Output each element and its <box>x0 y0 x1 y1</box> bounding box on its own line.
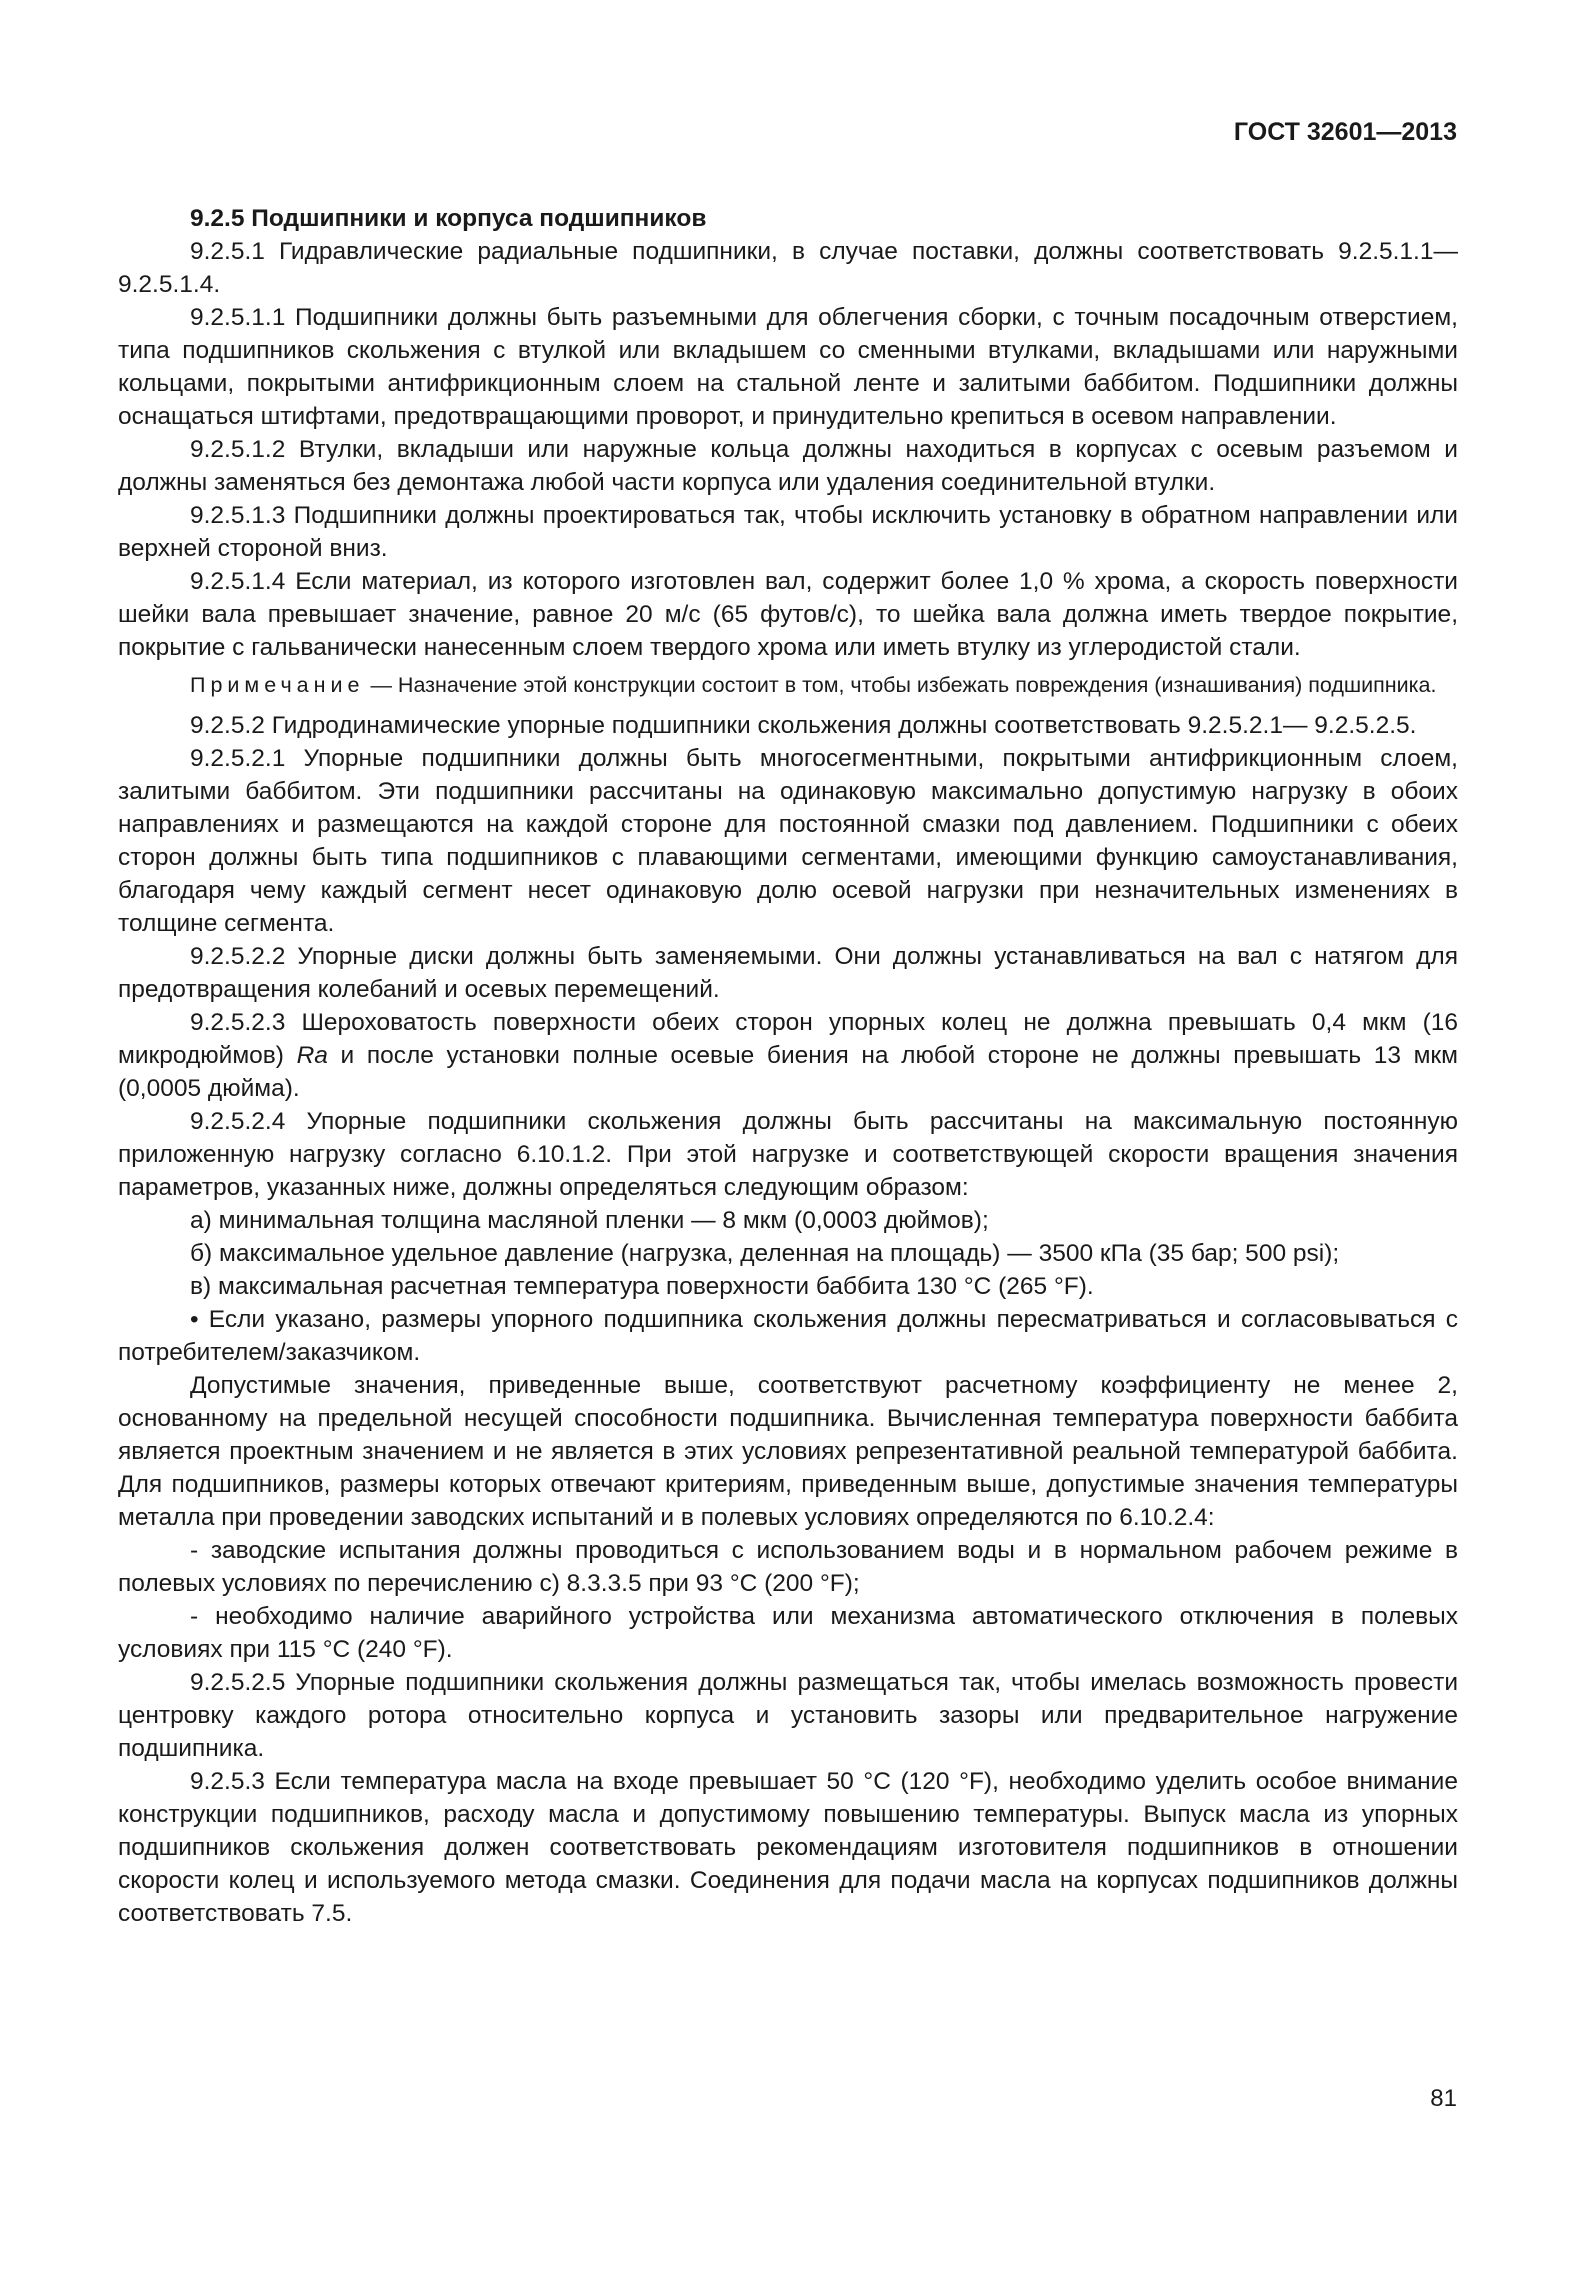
paragraph-9-2-5-1: 9.2.5.1 Гидравлические радиальные подшипники, в случае поставки, должны соответствовать 9.2.5.1.1—9.2.5.1.4. <box>118 238 1458 298</box>
dash-item-1: - заводские испытания должны проводиться с использованием воды и в нормальном рабочем режиме в полевых условиях по перечислению с) 8.3.3.5 при 93 °С (200 °F); <box>118 1537 1458 1597</box>
list-item-a: а) минимальная толщина масляной пленки — 8 мкм (0,0003 дюймов); <box>190 1207 989 1234</box>
paragraph-9-2-5-3: 9.2.5.3 Если температура масла на входе превышает 50 °С (120 °F), необходимо уделить особое внимание конструкции подшипников, расходу масла и допустимому повышению температуры. Выпуск масла из упорных подшипников скольжения должен соответствовать рекомендациям изготовителя подшипников в отношении скорости колец и используемого метода смазки. Соединения для подачи масла на корпусах подшипников должны соответствовать 7.5. <box>118 1768 1458 1927</box>
paragraph-9-2-5-1-2: 9.2.5.1.2 Втулки, вкладыши или наружные кольца должны находиться в корпусах с осевым разъемом и должны заменяться без демонтажа любой части корпуса или удаления соединительной втулки. <box>118 436 1458 496</box>
note-text: — Назначение этой конструкции состоит в том, чтобы избежать повреждения (изнашивания) подшипника. <box>370 673 1437 697</box>
paragraph-9-2-5-2-2: 9.2.5.2.2 Упорные диски должны быть заменяемыми. Они должны устанавливаться на вал с натягом для предотвращения колебаний и осевых перемещений. <box>118 943 1458 1003</box>
document-body <box>118 202 1458 1930</box>
paragraph-9-2-5-1-3: 9.2.5.1.3 Подшипники должны проектироваться так, чтобы исключить установку в обратном направлении или верхней стороной вниз. <box>118 502 1458 562</box>
bullet-item: • Если указано, размеры упорного подшипника скольжения должны пересматриваться и согласовываться с потребителем/заказчиком. <box>118 1306 1458 1366</box>
paragraph-9-2-5-2-3-part-a: 9.2.5.2.3 Шероховатость поверхности обеих сторон упорных колец не должна превышать 0,4 мкм (16 микродюймов) <box>118 1009 1458 1069</box>
paragraph-9-2-5-2: 9.2.5.2 Гидродинамические упорные подшипники скольжения должны соответствовать 9.2.5.2.1— 9.2.5.2.5. <box>190 712 1417 739</box>
dash-item-2: - необходимо наличие аварийного устройства или механизма автоматического отключения в полевых условиях при 115 °С (240 °F). <box>118 1603 1458 1663</box>
paragraph-allowable-values: Допустимые значения, приведенные выше, соответствуют расчетному коэффициенту не менее 2, основанному на предельной несущей способности подшипника. Вычисленная температура поверхности баббита является проектным значением и не является в этих условиях репрезентативной реальной температурой баббита. Для подшипников, размеры которых отвечают критериям, приведенным выше, допустимые значения температуры металла при проведении заводских испытаний и в полевых условиях определяются по 6.10.2.4: <box>118 1372 1458 1531</box>
paragraph-9-2-5-1-4: 9.2.5.1.4 Если материал, из которого изготовлен вал, содержит более 1,0 % хрома, а скорость поверхности шейки вала превышает значение, равное 20 м/с (65 футов/с), то шейка вала должна иметь твердое покрытие, покрытие с гальванически нанесенным слоем твердого хрома или иметь втулку из углеродистой стали. <box>118 568 1458 661</box>
note <box>118 670 1458 701</box>
list-item-c: в) максимальная расчетная температура поверхности баббита 130 °С (265 °F). <box>190 1273 1094 1300</box>
paragraph-9-2-5-1-1: 9.2.5.1.1 Подшипники должны быть разъемными для облегчения сборки, с точным посадочным отверстием, типа подшипников скольжения с втулкой или вкладышем со сменными втулками, вкладышами или наружными кольцами, покрытыми антифрикционным слоем на стальной ленте и залитыми баббитом. Подшипники должны оснащаться штифтами, предотвращающими проворот, и принудительно крепиться в осевом направлении. <box>118 304 1458 430</box>
paragraph-9-2-5-2-3 <box>118 1006 1458 1105</box>
paragraph-9-2-5-2-3-part-b: и после установки полные осевые биения на любой стороне не должны превышать 13 мкм (0,0005 дюйма). <box>118 1042 1458 1102</box>
paragraph-9-2-5-2-4: 9.2.5.2.4 Упорные подшипники скольжения должны быть рассчитаны на максимальную постоянную приложенную нагрузку согласно 6.10.1.2. При этой нагрузке и соответствующей скорости вращения значения параметров, указанных ниже, должны определяться следующим образом: <box>118 1108 1458 1201</box>
document-header: ГОСТ 32601—2013 <box>1233 118 1457 146</box>
section-title: 9.2.5 Подшипники и корпуса подшипников <box>190 205 707 232</box>
paragraph-9-2-5-2-1: 9.2.5.2.1 Упорные подшипники должны быть многосегментными, покрытыми антифрикционным слоем, залитыми баббитом. Эти подшипники рассчитаны на одинаковую максимально допустимую нагрузку в обоих направлениях и размещаются на каждой стороне для постоянной смазки под давлением. Подшипники с обеих сторон должны быть типа подшипников с плавающими сегментами, имеющими функцию самоустанавливания, благодаря чему каждый сегмент несет одинаковую долю осевой нагрузки при незначительных изменениях в толщине сегмента. <box>118 745 1458 937</box>
list-item-b: б) максимальное удельное давление (нагрузка, деленная на площадь) — 3500 кПа (35 бар; 500 psi); <box>190 1240 1340 1267</box>
ra-symbol: Ra <box>296 1042 328 1069</box>
paragraph-9-2-5-2-5: 9.2.5.2.5 Упорные подшипники скольжения должны размещаться так, чтобы имелась возможность провести центровку каждого ротора относительно корпуса и установить зазоры или предварительное нагружение подшипника. <box>118 1669 1458 1762</box>
note-label: Примечание <box>190 673 365 697</box>
page-number: 81 <box>1430 2085 1457 2112</box>
